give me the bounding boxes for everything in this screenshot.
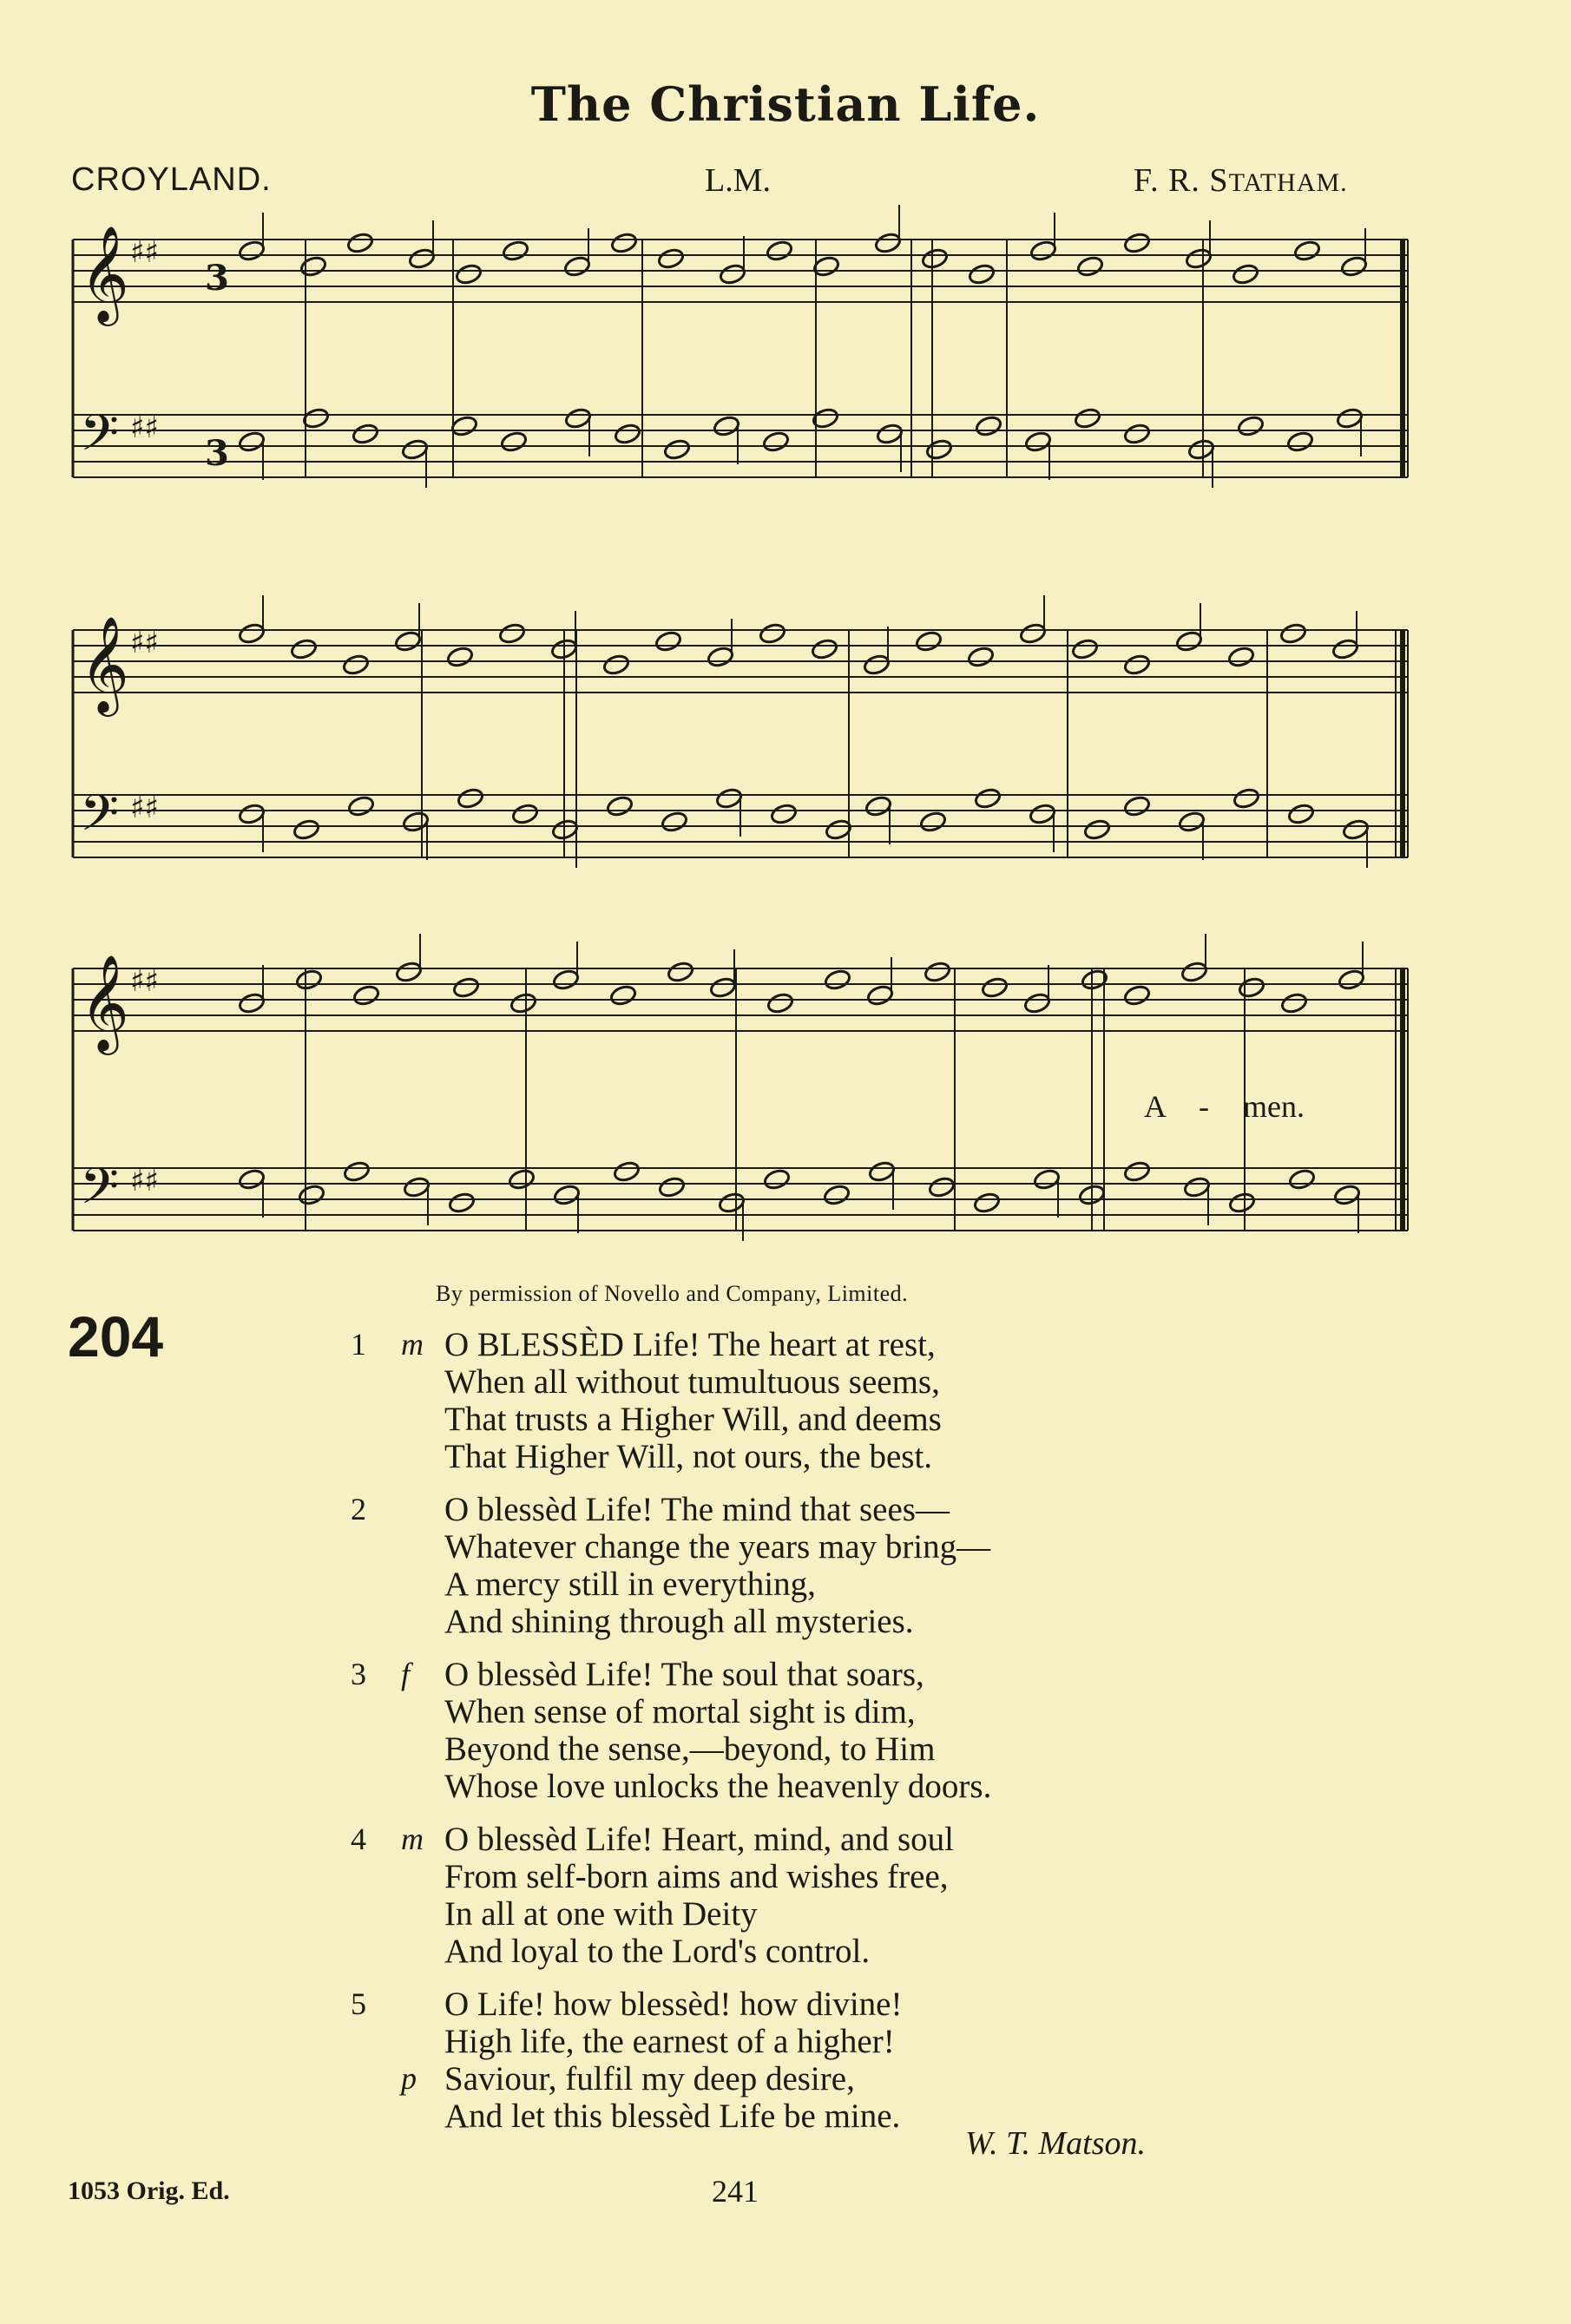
- verse-line: That Higher Will, not ours, the best.: [444, 1438, 933, 1475]
- amen-text: A - men.: [1144, 1089, 1305, 1124]
- notehead: [238, 622, 266, 645]
- dynamic-mark: p: [401, 2061, 417, 2096]
- notehead: [408, 247, 436, 270]
- notehead: [981, 976, 1009, 999]
- notehead: [763, 1168, 791, 1191]
- notehead: [1187, 438, 1215, 461]
- notehead: [1338, 968, 1365, 991]
- verse-line: Saviour, fulfil my deep desire,: [444, 2060, 855, 2098]
- notehead: [770, 803, 798, 825]
- notehead: [563, 255, 591, 278]
- notehead: [667, 961, 694, 983]
- notehead: [1183, 1176, 1211, 1198]
- notehead: [1033, 1168, 1061, 1191]
- verse-line: High life, the earnest of a higher!: [444, 2023, 895, 2060]
- key-signature: ♯♯: [130, 791, 159, 825]
- verse-line: Whatever change the years may bring—: [444, 1528, 991, 1566]
- verse-line: And let this blessèd Life be mine.: [444, 2098, 901, 2135]
- notehead: [709, 976, 737, 999]
- notehead: [508, 1168, 536, 1191]
- notehead: [921, 247, 949, 270]
- notehead: [759, 622, 786, 645]
- verse-line: O BLESSÈD Life! The heart at rest,: [444, 1326, 936, 1363]
- verse-line: When all without tumultuous seems,: [444, 1363, 940, 1401]
- notehead: [614, 423, 641, 445]
- notehead: [661, 811, 688, 833]
- notehead: [1029, 803, 1056, 825]
- notehead: [928, 1176, 956, 1198]
- notehead: [1123, 653, 1151, 676]
- composer-initials: F. R. S: [1134, 162, 1229, 199]
- verse-line: When sense of mortal sight is dim,: [444, 1693, 916, 1730]
- notehead: [1178, 811, 1206, 833]
- notehead: [719, 263, 746, 286]
- notehead: [1237, 415, 1265, 437]
- section-title: The Christian Life.: [530, 76, 1041, 132]
- notehead: [1238, 976, 1265, 999]
- notehead: [1227, 646, 1255, 668]
- verse-line: Whose love unlocks the heavenly doors.: [444, 1768, 992, 1805]
- notehead: [863, 653, 891, 676]
- notehead: [1123, 232, 1151, 254]
- notehead: [811, 638, 838, 660]
- notehead: [658, 1176, 686, 1198]
- bass-clef: 𝄢: [80, 404, 120, 475]
- notehead: [552, 968, 580, 991]
- verse-line: O blessèd Life! The soul that soars,: [444, 1656, 924, 1693]
- notehead: [1342, 818, 1370, 841]
- notehead: [295, 968, 323, 991]
- notehead: [298, 1184, 325, 1206]
- notehead: [876, 423, 904, 445]
- notehead: [1340, 255, 1368, 278]
- notehead: [352, 984, 380, 1007]
- notehead: [1336, 407, 1364, 430]
- dynamic-mark: f: [401, 1657, 411, 1691]
- notehead: [343, 1160, 371, 1183]
- notehead: [1333, 1184, 1361, 1206]
- notehead: [1228, 1192, 1256, 1214]
- notehead: [1331, 638, 1359, 660]
- composer-surname: TATHAM.: [1228, 168, 1348, 197]
- treble-clef: 𝄞: [80, 954, 129, 1051]
- notehead: [1071, 638, 1099, 660]
- notehead: [395, 961, 423, 983]
- notehead: [1083, 818, 1111, 841]
- notehead: [1232, 263, 1259, 286]
- notehead: [762, 430, 790, 453]
- verse-line: That trusts a Higher Will, and deems: [444, 1401, 942, 1438]
- clefs: [80, 225, 229, 1228]
- page-number: 241: [712, 2174, 759, 2209]
- notehead: [509, 992, 537, 1014]
- notehead: [498, 622, 526, 645]
- notehead: [299, 255, 327, 278]
- notehead: [925, 438, 953, 461]
- verse-line: Beyond the sense,—beyond, to Him: [444, 1730, 936, 1768]
- notehead: [1232, 787, 1260, 810]
- edition-note: 1053 Orig. Ed.: [68, 2176, 230, 2205]
- notehead: [1123, 423, 1151, 445]
- notehead: [1288, 1168, 1316, 1191]
- staff-lines: [73, 240, 1408, 1231]
- bass-clef: 𝄢: [80, 1157, 120, 1228]
- barlines: [73, 240, 1408, 1231]
- notehead: [1180, 961, 1208, 983]
- notehead: [602, 653, 630, 676]
- notehead: [864, 795, 892, 817]
- author: W. T. Matson.: [965, 2125, 1146, 2162]
- notehead: [707, 646, 734, 668]
- notehead: [610, 232, 638, 254]
- notehead: [1280, 992, 1308, 1014]
- notehead: [1076, 255, 1104, 278]
- stanza-number: 3: [351, 1657, 366, 1691]
- notehead: [823, 1184, 851, 1206]
- bass-clef: 𝄢: [80, 784, 120, 855]
- time-signature: 3: [205, 433, 229, 474]
- notehead: [1024, 430, 1052, 453]
- notehead: [502, 240, 529, 262]
- notehead: [824, 968, 851, 991]
- notehead: [452, 976, 480, 999]
- notehead: [342, 653, 370, 676]
- notehead: [402, 811, 430, 833]
- notehead: [974, 787, 1002, 810]
- dynamic-mark: m: [401, 1327, 424, 1362]
- notehead: [446, 646, 474, 668]
- notehead: [718, 1192, 746, 1214]
- notehead: [868, 1160, 896, 1183]
- notehead: [457, 787, 484, 810]
- notehead: [1123, 1160, 1151, 1183]
- permission-note: By permission of Novello and Company, Limited.: [436, 1281, 909, 1306]
- notehead: [713, 415, 740, 437]
- notehead: [293, 818, 320, 841]
- dynamic-mark: m: [401, 1822, 424, 1856]
- notehead: [564, 407, 592, 430]
- verse-line: O blessèd Life! The mind that sees—: [444, 1491, 950, 1528]
- verse-line: A mercy still in everything,: [444, 1566, 816, 1603]
- treble-clef: 𝄞: [80, 615, 129, 712]
- notehead: [766, 240, 793, 262]
- notehead: [352, 423, 379, 445]
- notehead: [290, 638, 318, 660]
- key-signature: ♯♯: [130, 1164, 159, 1198]
- notehead: [968, 263, 996, 286]
- notehead: [973, 1192, 1001, 1214]
- notehead: [238, 430, 266, 453]
- notehead: [403, 1176, 431, 1198]
- notehead: [924, 961, 951, 983]
- notehead: [1023, 992, 1051, 1014]
- verse-line: From self-born aims and wishes free,: [444, 1858, 949, 1895]
- notehead: [394, 630, 422, 653]
- notehead: [347, 795, 375, 817]
- notehead: [238, 240, 266, 262]
- notehead: [613, 1160, 641, 1183]
- notehead: [401, 438, 429, 461]
- verse-line: And loyal to the Lord's control.: [444, 1933, 871, 1970]
- notehead: [1123, 984, 1151, 1007]
- stanza-number: 1: [351, 1327, 366, 1362]
- tune-name: CROYLAND.: [71, 161, 272, 198]
- key-signature: ♯♯: [130, 410, 159, 445]
- notehead: [606, 795, 634, 817]
- meter: L.M.: [705, 162, 771, 199]
- notehead: [919, 811, 947, 833]
- treble-clef: 𝄞: [80, 225, 129, 322]
- notehead: [450, 415, 478, 437]
- notehead: [238, 992, 266, 1014]
- notehead: [915, 630, 943, 653]
- notehead: [609, 984, 637, 1007]
- hymn-number: 204: [68, 1304, 164, 1369]
- notehead: [1074, 407, 1101, 430]
- stanza-number: 4: [351, 1822, 366, 1856]
- notehead: [1019, 622, 1047, 645]
- notehead: [975, 415, 1002, 437]
- key-signature: ♯♯: [130, 626, 159, 660]
- notehead: [874, 232, 902, 254]
- notehead: [346, 232, 374, 254]
- verse-line: And shining through all mysteries.: [444, 1603, 914, 1640]
- notehead: [1029, 240, 1057, 262]
- notehead: [511, 803, 539, 825]
- notehead: [1287, 803, 1315, 825]
- notehead: [553, 1184, 581, 1206]
- notehead: [455, 263, 483, 286]
- notehead: [1185, 247, 1213, 270]
- notehead: [866, 984, 894, 1007]
- notehead: [715, 787, 743, 810]
- key-signature: ♯♯: [130, 235, 159, 270]
- verse-line: O Life! how blessèd! how divine!: [444, 1986, 903, 2023]
- key-signature: ♯♯: [130, 964, 159, 999]
- notehead: [654, 630, 682, 653]
- notehead: [238, 803, 266, 825]
- verse-line: O blessèd Life! Heart, mind, and soul: [444, 1821, 955, 1858]
- notehead: [663, 438, 691, 461]
- stanza-number: 5: [351, 1986, 366, 2021]
- notehead: [448, 1192, 476, 1214]
- notehead: [1286, 430, 1314, 453]
- noteheads: [238, 205, 1370, 1241]
- notehead: [1279, 622, 1307, 645]
- notehead: [1293, 240, 1321, 262]
- stanza-number: 2: [351, 1492, 366, 1526]
- notehead: [238, 1168, 266, 1191]
- verse-line: In all at one with Deity: [444, 1895, 758, 1933]
- notehead: [766, 992, 794, 1014]
- notehead: [500, 430, 528, 453]
- time-signature: 3: [205, 258, 229, 299]
- notehead: [1175, 630, 1203, 653]
- notehead: [1123, 795, 1151, 817]
- notehead: [967, 646, 995, 668]
- notehead: [657, 247, 685, 270]
